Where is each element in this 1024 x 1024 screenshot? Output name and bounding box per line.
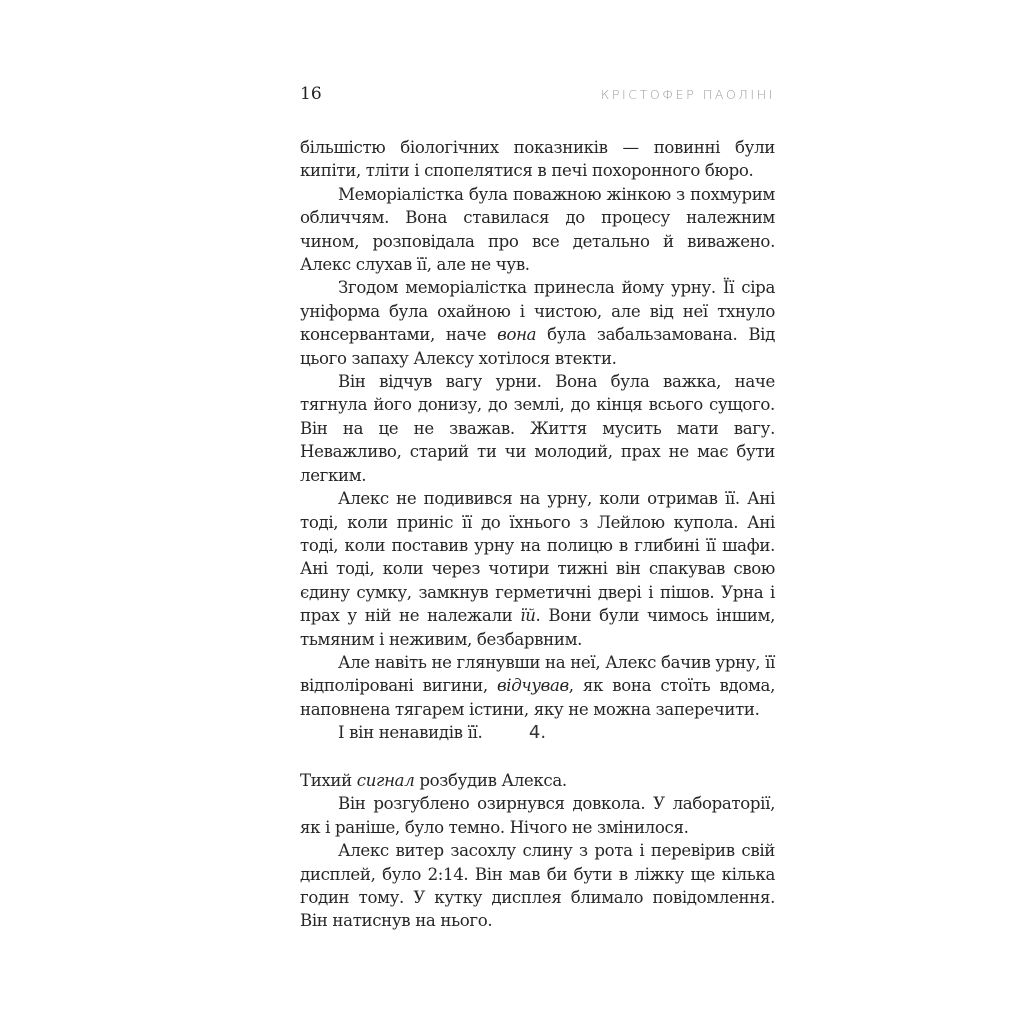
paragraph: Він відчув вагу урни. Вона була важка, наче тягнула його донизу, до землі, до кінця всього сущого. Він на це не зважав. Життя мусить мати вагу. Неважливо, старий ти чи молодий, прах не має бути легким. xyxy=(300,372,775,485)
emphasis: сигнал xyxy=(356,771,415,790)
body-text-section-2 xyxy=(300,769,775,933)
emphasis: вона xyxy=(497,325,537,345)
paragraph: Згодом меморіалістка принесла йому урну. Її сіра уніформа була охайною і чистою, але від неї тхнуло консервантами, наче вона була забальзамована. Від цього запаху Алексу хотілося втекти. xyxy=(300,278,776,368)
paragraph: І він ненавидів її. xyxy=(338,723,483,743)
page-number: 16 xyxy=(300,84,322,104)
body-text-section-1 xyxy=(300,136,775,745)
emphasis: їй xyxy=(520,606,536,626)
paragraph: Меморіалістка була поважною жінкою з похмурим обличчям. Вона ставилася до процесу належним чином, розповідала про все детально й виважено. Алекс слухав її, але не чув. xyxy=(300,184,775,275)
emphasis: відчував xyxy=(496,676,569,696)
paragraph: Тихий сигнал розбудив Алекса. xyxy=(300,771,567,790)
paragraph: більшістю біологічних показників — повинні були кипіти, тліти і спопелятися в печі похоронного бюро. xyxy=(300,138,775,181)
running-head-author: КРІСТОФЕР ПАОЛІНІ xyxy=(600,87,775,102)
paragraph: Алекс не подивився на урну, коли отримав її. Ані тоді, коли приніс її до їхнього з Лейлою купола. Ані тоді, коли поставив урну на полицю в глибині її шафи. Ані тоді, коли через чотири тижні він спакував свою єдину сумку, замкнув герметичні двері і пішов. Урна і прах у ній не належали їй. Вони були чимось іншим, тьмяним і неживим, безбарвним. xyxy=(300,489,775,649)
page-header xyxy=(300,84,775,108)
section-heading: 4. xyxy=(528,722,547,743)
paragraph: Але навіть не глянувши на неї, Алекс бачив урну, її відполіровані вигини, відчував, як вона стоїть вдома, наповнена тягарем істини, яку не можна заперечити. xyxy=(300,652,775,719)
paragraph: Алекс витер засохлу слину з рота і перевірив свій дисплей, було 2:14. Він мав би бути в ліжку ще кілька годин тому. У кутку дисплея блимало повідомлення. Він натиснув на нього. xyxy=(300,841,775,931)
paragraph: Він розгублено озирнувся довкола. У лабораторії, як і раніше, було темно. Нічого не змінилося. xyxy=(300,794,775,837)
